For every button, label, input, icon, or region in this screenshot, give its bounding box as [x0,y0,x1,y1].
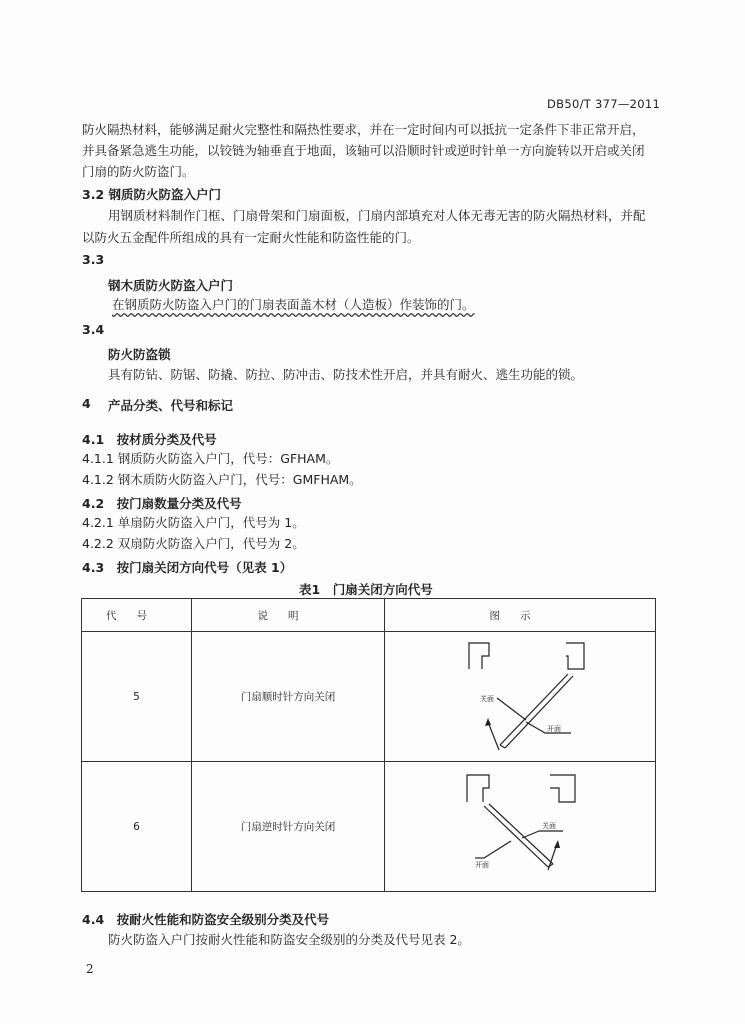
description-cell: 门扇顺时针方向关闭 [192,632,385,762]
close-face-label: 关面 [480,695,494,703]
paragraph-line-underlined: 在钢质防火防盗入户门的门扇表面盖木材（人造板）作装饰的门。 [112,297,475,312]
code-cell: 6 [82,762,192,892]
table-header-cell: 代号 [82,599,192,632]
table-row [82,632,656,762]
page-number: 2 [86,962,94,976]
figure-cell [385,632,656,762]
open-face-label: 开面 [547,725,561,733]
list-item: 4.2.1 单扇防火防盗入户门，代号为 1。 [82,515,305,530]
table-1 [81,598,656,892]
arrow-icon [485,718,491,726]
section-heading-3-2: 3.2 钢质防火防盗入户门 [82,187,221,202]
list-item: 4.1.2 钢木质防火防盗入户门，代号：GMFHAM。 [82,472,362,487]
description-cell: 门扇逆时针方向关闭 [192,762,385,892]
section-heading-4-1: 4.1 按材质分类及代号 [82,432,217,447]
close-face-label: 关面 [542,822,556,830]
paragraph-line: 门扇的防火防盗门。 [82,164,195,179]
paragraph-line: 具有防钻、防锯、防撬、防拉、防冲击、防技术性开启，并具有耐火、逃生功能的锁。 [108,367,584,382]
section-title-3-3: 钢木质防火防盗入户门 [108,278,234,293]
figure-cell [385,762,656,892]
table-row [82,762,656,892]
list-item: 4.1.1 钢质防火防盗入户门，代号：GFHAM。 [82,451,339,466]
section-heading-4-2: 4.2 按门扇数量分类及代号 [82,496,242,511]
counterclockwise-door-diagram [385,762,656,888]
table-header-cell: 图示 [385,599,656,632]
table-header-row [82,599,656,632]
section-heading-4-4: 4.4 按耐火性能和防盗安全级别分类及代号 [82,912,330,927]
paragraph-line: 防火隔热材料，能够满足耐火完整性和隔热性要求，并在一定时间内可以抵抗一定条件下非正常开启， [82,122,645,137]
section-number-3-3: 3.3 [82,252,105,267]
paragraph-line: 以防火五金配件所组成的具有一定耐火性能和防盗性能的门。 [82,230,420,245]
list-item: 4.2.2 双扇防火防盗入户门，代号为 2。 [82,536,305,551]
section-heading-4-3: 4.3 按门扇关闭方向代号（见表 1） [82,560,293,575]
section-number-4: 4 [82,396,91,411]
paragraph-line: 并具备紧急逃生功能，以铰链为轴垂直于地面，该轴可以沿顺时针或逆时针单一方向旋转以开启或关闭 [82,143,645,158]
open-face-label: 开面 [475,861,489,869]
section-title-4: 产品分类、代号和标记 [108,398,234,413]
doc-code: DB50/T 377—2011 [547,97,661,111]
table-caption: 表1 门扇关闭方向代号 [299,582,433,597]
paragraph-line: 用钢质材料制作门框、门扇骨架和门扇面板，门扇内部填充对人体无毒无害的防火隔热材料，并配 [108,208,646,223]
paragraph-line: 防火防盗入户门按耐火性能和防盗安全级别的分类及代号见表 2。 [108,932,470,947]
table-header-cell: 说明 [192,599,385,632]
arrow-icon [554,840,560,848]
code-cell: 5 [82,632,192,762]
section-number-3-4: 3.4 [82,322,105,337]
clockwise-door-diagram [385,632,656,758]
section-title-3-4: 防火防盗锁 [108,347,171,362]
